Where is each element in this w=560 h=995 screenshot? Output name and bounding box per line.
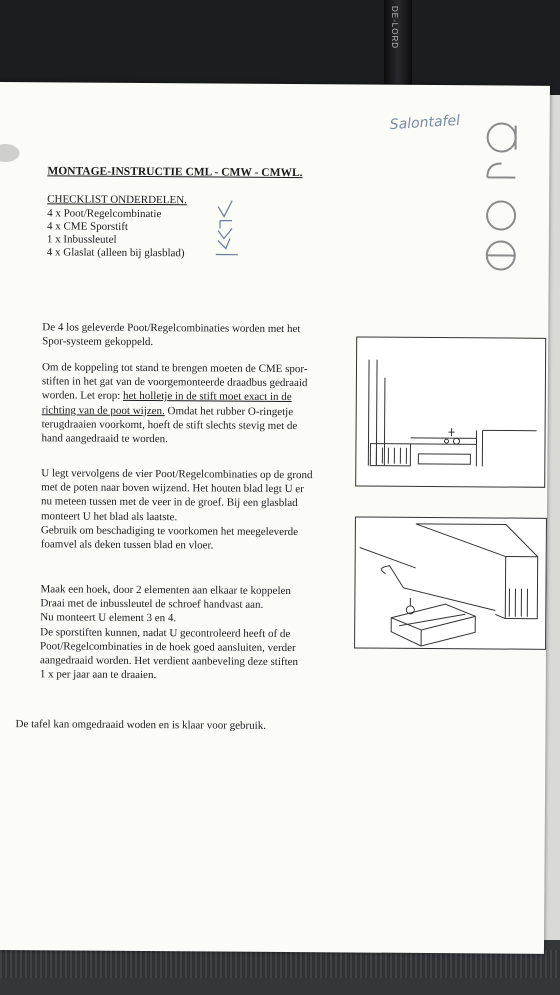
arco-logo — [469, 115, 530, 275]
document-title: MONTAGE-INSTRUCTIE CML - CMW - CMWL. — [47, 165, 303, 180]
punch-hole — [0, 144, 20, 162]
figure-assembly-diagram — [354, 516, 547, 649]
checklist-item: 1 x Inbussleutel — [46, 233, 117, 246]
paragraph-3: U legt vervolgens de vier Poot/Regelcombinaties op de grond met de poten naar boven wijzend. Het houten blad legt U er nu meteen tussen met de veer in de groef. Bij een glasblad monteert U het blad als laatste. Gebruik om beschadiging te voorkomen het meegeleverde foamvel als deken tussen blad en vloer. — [40, 467, 313, 552]
checklist-item: 4 x Poot/Regelcombinatie — [47, 207, 162, 221]
final-instruction: De tafel kan omgedraaid woden en is klaar voor gebruik. — [15, 718, 267, 732]
checkmarks — [214, 198, 244, 258]
instruction-sheet — [0, 82, 550, 954]
paragraph-2: Om de koppeling tot stand te brengen moeten de CME spor- stiften in het gat van de voorgemonteerde draadbus gedraaid worden. Let erop: het holletje in de stift moet exact in de richting van de poot wijzen. Omdat het rubber O-ringetje terugdraaien voorkomt, hoeft de stift slechts stevig met de hand aangedraaid te worden. — [41, 361, 308, 446]
paragraph-4: Maak een hoek, door 2 elementen aan elkaar te koppelen Draai met de inbussleutel de schroef handvast aan. Nu monteert U element 3 en 4. De sporstiften kunnen, nadat U gecontroleerd heeft of de Poot/Regelcombinaties in de hoek goed aansluiten, verder aangedraaid worden. Het verdient aanbeveling deze stiften 1 x per jaar aan te draaien. — [39, 583, 299, 682]
figure-coupling-diagram — [355, 336, 546, 487]
pen-label: DE-LORD — [390, 6, 399, 50]
checklist-heading: CHECKLIST ONDERDELEN. — [47, 193, 187, 207]
handwritten-note: Salontafel — [389, 112, 461, 134]
paragraph-1: De 4 los geleverde Poot/Regelcombinaties worden met het Spor-systeem gekoppeld. — [42, 321, 301, 349]
checklist-item: 4 x Glaslat (alleen bij glasblad) — [46, 246, 185, 260]
checklist-item: 4 x CME Sporstift — [46, 220, 129, 233]
